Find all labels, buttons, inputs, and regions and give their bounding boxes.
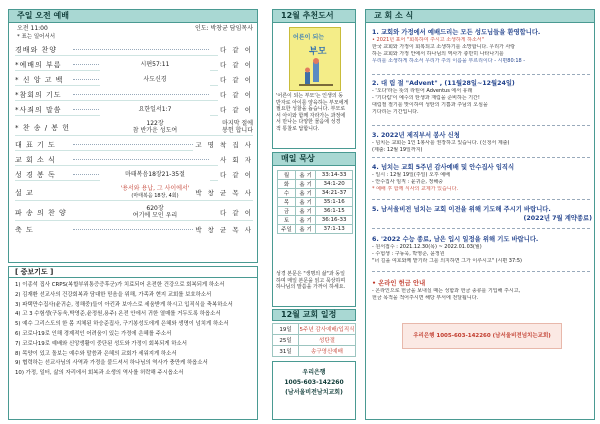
schedule-row: 31일 송구영신예배 (273, 346, 356, 357)
order-row (15, 74, 253, 86)
order-passage: 요한일서1:7 (100, 104, 210, 116)
order-note: 봉헌 합니다 (222, 127, 253, 134)
stand-note: * 표는 일어서서 (17, 34, 56, 40)
schedule-row: 19일 5주년 감사예배/입직식 (273, 324, 356, 335)
announcement-title: 2. 대 림 절 "Advent" , (11월28일~12월24일) (372, 80, 515, 87)
order-label: *참회의 기도 (15, 91, 62, 99)
announcement-title: 3. 2022년 제직부서 봉사 신청 (372, 132, 460, 139)
book-cover-image (289, 27, 341, 91)
order-row (15, 224, 253, 236)
devotion-row: 주일 욥 기 37:1-13 (278, 225, 353, 234)
prayer-item: 2) 김재환 선교사의 건강회복과 담대한 믿음을 위해, 가족과 현지 교회를 보호하소서 (15, 291, 212, 298)
offering-account-text: 우리은행 1005-603-142260 (남서울비전넘치는교회) (413, 333, 551, 339)
announcement-item: 4. 넘치는 교회 5주년 감사예배 및 안수집사 임직식 - 일시 : 12월 19일(주일) 오후 예배 - 안수집사 임직 : 윤귀순, 정해중 * 예배 후 함께 식사의 교제가 있습니다. (372, 163, 592, 193)
order-passage: 사도신경 (100, 74, 210, 86)
schedule-title: 12월 교회 일정 (272, 309, 356, 321)
devotion-row: 수 욥 기 34:21-37 (278, 189, 353, 198)
daily-devotion-section (272, 152, 356, 307)
hymn-number: 620장 (146, 205, 164, 212)
daily-devotion-title: 매일 묵상 (273, 153, 355, 166)
announcement-title: 6. '2022 수능 종료, 남은 입시 일정을 위해 기도 바랍니다. (372, 236, 539, 243)
bank-name: 우리은행 (302, 369, 326, 376)
book-illustration (299, 58, 333, 88)
devotion-table (277, 170, 353, 234)
announcement-title: 1. 교회와 가정에서 예배드리는 모든 성도님들을 환영합니다. (372, 29, 541, 36)
worship-order-body (8, 22, 258, 263)
announcement-title: 4. 넘치는 교회 5주년 감사예배 및 안수집사 임직식 (372, 164, 515, 171)
book-series: 어른이 되는 (293, 34, 325, 41)
order-row (15, 59, 253, 71)
order-person: 사 회 자 (220, 156, 253, 164)
announcement-item: 1. 교회와 가정에서 예배드리는 모든 성도님들을 환영합니다. • 2021년 표어 "회복하여 주시고 소생하게 하소서" 한국 교회와 가정이 회복되고 소생하기를 소망합니다. 우리가 사랑 하는 교회와 가정 안에서 하나님의 역사가 충만히 나타나기를 우리를 소생하게 하소서 우리가 주의 이름을 부르리이다 - 시편80:18 - (372, 28, 592, 65)
prayer-section (8, 266, 258, 420)
announcement-item: 3. 2022년 제직부서 봉사 신청 - 넘치는 교회는 1인 1봉사를 권장하고 있습니다. (신청서 제출) (제출: 12월 19일까지) (372, 131, 592, 154)
announcements-section (365, 9, 595, 420)
devotion-row: 토 욥 기 36:16-33 (278, 216, 353, 225)
order-passage: 마태복음18장21-35절 (100, 169, 210, 181)
order-person: 다 같 이 (220, 46, 253, 54)
announcement-item (372, 205, 592, 223)
recommended-book-title: 12월 추천도서 (272, 9, 356, 23)
devotion-row: 목 욥 기 35:1-16 (278, 198, 353, 207)
schedule-section (272, 309, 356, 420)
schedule-table (272, 323, 356, 357)
prayer-item: 5) 예수 그리스도의 한 몸 지체된 하승준집사, 구기봉성도에게 은혜와 생명이 넘치게 하소서 (15, 321, 229, 328)
devotion-row: 화 욥 기 34:1-20 (278, 180, 353, 189)
order-label: 교 회 소 식 (15, 156, 56, 164)
order-row (15, 184, 253, 201)
devotion-row: 금 욥 기 36:1-15 (278, 207, 353, 216)
order-row (15, 204, 253, 221)
prayer-list (8, 277, 258, 420)
hymn-title: 여기에 모인 우리 (132, 212, 178, 219)
book-caption: '어른이 되는 부모'는 인생의 동 반자로 아이를 양육하는 부모에게 필요한 성찰을 돕습니다. 부모로 서 아이와 함께 자라가는 과정에 서 만나는 다양한 물음에 성경 적 통찰로 답합니다. (276, 93, 349, 132)
order-label: 설 교 (15, 189, 34, 197)
worship-leader: 인도: 박창균 담임목사 (194, 25, 253, 32)
order-label: 성 경 봉 독 (15, 171, 56, 179)
order-label: * 신 앙 고 백 (15, 76, 64, 84)
devotion-note: 성경 본문은 "생명의 삶"과 동일 하며 매일 본문을 읽고 묵상하며 하나님의 말씀을 가까이 하세요. (276, 271, 346, 290)
order-note: 마지막 절에 (222, 120, 253, 127)
bank-account: 1005-603-142260 (284, 379, 344, 386)
order-label: *사죄의 말씀 (15, 106, 62, 114)
recommended-book-section (272, 9, 356, 149)
order-person: 박 창 균 목 사 (195, 189, 253, 197)
online-offering-account (402, 323, 562, 349)
order-person: 다 같 이 (220, 171, 253, 179)
order-passage: 시편57:11 (100, 59, 210, 71)
prayer-item: 8) 목양이 있고 돌보는 예수와 말씀과 은혜의 교회가 세워지게 하소서 (15, 350, 177, 357)
announcement-item: • 온라인 헌금 안내 - 온라인으로 헌금을 보내실 때는 성함과 헌금 종류를 기입해 주시고, 헌금 목적을 적어주시면 해당 부서에 전달됩니다. (372, 279, 592, 302)
order-row (15, 89, 253, 101)
order-person: 다 같 이 (220, 106, 253, 114)
order-label: * 찬 송 / 봉 헌 (15, 124, 71, 132)
sermon-passage: (마태복음 18장, 4회) (131, 193, 179, 199)
order-person: 다 같 이 (220, 61, 253, 69)
worship-order-title: 주일 오전 예배 (8, 9, 258, 23)
order-person: 고 명 착 집 사 (195, 141, 253, 149)
order-person: 다 같 이 (220, 76, 253, 84)
bank-info (272, 361, 356, 420)
prayer-title: [ 중보기도 ] (8, 266, 258, 277)
order-row (15, 44, 253, 56)
prayer-item: 9) 협력하는 선교사님의 사역과 가정을 붙드셔서 하나님의 역사가 충만케 하옵소서 (15, 360, 208, 367)
order-person: 다 같 이 (220, 209, 253, 217)
sermon-title: '용서와 용납, 그 사이에서' (120, 185, 190, 192)
bank-holder: (남서울비전남치교회) (285, 389, 343, 396)
prayer-item: 4) 고 3 수험생(구동욱,박영준,윤정원,용주) 온전 안에서 귀한 열매를 거두도록 하옵소서 (15, 311, 221, 318)
order-row (15, 154, 253, 166)
prayer-item: 7) 코로나19로 예배와 신앙생활이 중단된 성도와 가정이 회복되게 하소서 (15, 340, 187, 347)
order-label: 경배와 찬양 (15, 46, 58, 54)
prayer-item: 10) 가정, 일터, 삶의 자리에서 회복과 소생의 역사를 허락해 주시옵소서 (15, 370, 184, 377)
order-row (15, 104, 253, 116)
order-label: 파 송 의 찬 양 (15, 209, 67, 217)
order-row (15, 139, 253, 151)
worship-order-section (8, 9, 258, 263)
prayer-item: 1) 이종석 집사 CRPS(복합부위통증증후군)가 치료되어 온전한 건강으로 회복되게 하소서 (15, 282, 225, 288)
announcements-title: 교 회 소 식 (365, 9, 595, 23)
hymn-number: 122장 (146, 120, 164, 127)
prayer-item: 3) 파택만수집사(윤귀순, 정해중)들이 아킨과 보아스로 세움받게 하시고 입직식을 축복하소서 (15, 301, 233, 308)
order-label: 대 표 기 도 (15, 141, 56, 149)
prayer-item: 6) 코로나19로 인해 경제적인 어려움이 있는 가정에 은혜를 주소서 (15, 330, 172, 337)
announcement-note: (2022년 7월 계약종료) (523, 215, 592, 222)
hymn-title: 참 반가운 성도여 (132, 127, 178, 134)
announcement-title: • 온라인 헌금 안내 (372, 280, 426, 287)
order-row (15, 169, 253, 181)
order-label: 축 도 (15, 226, 34, 234)
announcement-title: 5. 남서울비전 넘치는 교회 이전을 위해 기도해 주시기 바랍니다. (372, 206, 551, 213)
announcement-item: 2. 대 림 절 "Advent" , (11월28일~12월24일) - '오다'라는 뜻의 라틴어 Adventus 에서 유래 - '기다림'이 예수의 탄생과 재림을 준비하는 기간! 대림절 절기를 맞이하여 성탄의 기쁨과 주님의 오심을 기다리는 기간입니다. (372, 79, 592, 116)
devotion-row: 월 욥 기 33:14-33 (278, 171, 353, 180)
order-label: *예배의 부름 (15, 61, 62, 69)
book-title: 부모 (309, 47, 327, 57)
schedule-row: 25일 성탄절 (273, 335, 356, 346)
announcement-item: 6. '2022 수능 종료, 남은 입시 일정을 위해 기도 바랍니다. - 원서접수 : 2021.12.30(목) ~ 2022.01.03(월) - 수험생 : 구동욱, 박영준, 윤정원 "너 길을 여호와께 맡기라 그를 의지하면 그가 이루시고" (시편 37:5) (372, 235, 592, 265)
order-row (15, 119, 253, 136)
order-person: 다 같 이 (220, 91, 253, 99)
worship-time: 오전 11:00 (17, 25, 48, 32)
order-person: 박 창 균 목 사 (195, 226, 253, 234)
